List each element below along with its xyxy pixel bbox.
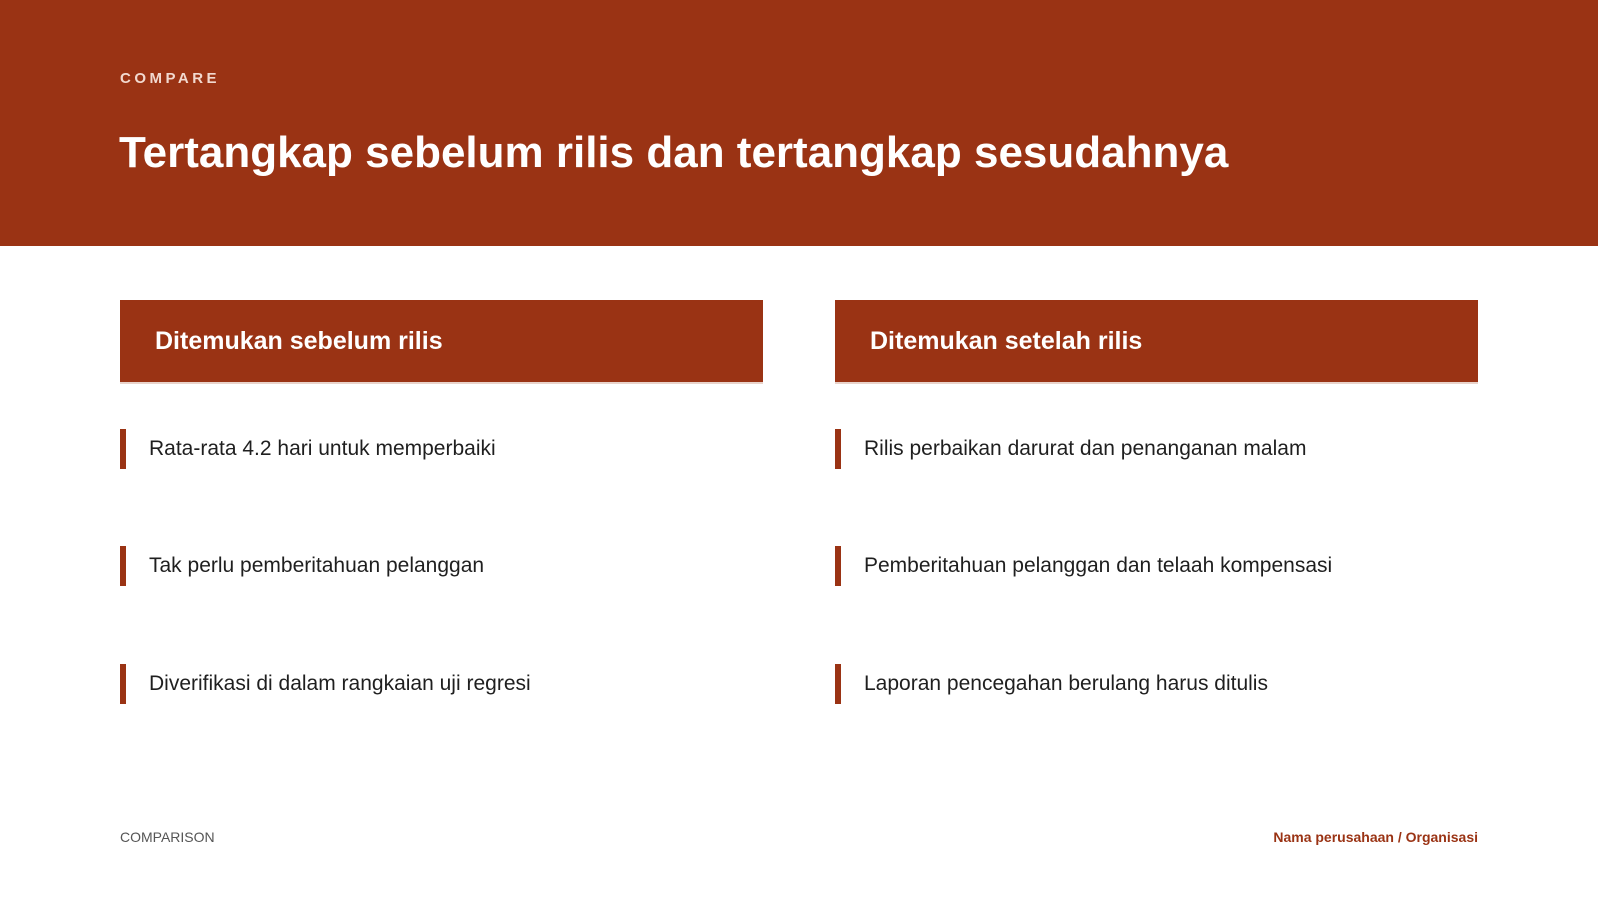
accent-bar bbox=[120, 664, 126, 704]
list-item-text: Tak perlu pemberitahuan pelanggan bbox=[149, 554, 485, 577]
list-item-text: Diverifikasi di dalam rangkaian uji regresi bbox=[149, 672, 531, 695]
header-band bbox=[0, 0, 1598, 246]
column-heading: Ditemukan setelah rilis bbox=[835, 300, 1478, 382]
list-item-text: Laporan pencegahan berulang harus ditulis bbox=[864, 672, 1268, 695]
footer-label: COMPARISON bbox=[120, 829, 215, 845]
list-item bbox=[835, 429, 1478, 469]
list-item bbox=[120, 429, 763, 469]
column-after-release bbox=[835, 300, 1478, 695]
slide-title: Tertangkap sebelum rilis dan tertangkap sesudahnya bbox=[119, 128, 1229, 177]
column-before-release bbox=[120, 300, 763, 695]
accent-bar bbox=[835, 664, 841, 704]
section-eyebrow: COMPARE bbox=[120, 70, 221, 87]
list-item-text: Rata-rata 4.2 hari untuk memperbaiki bbox=[149, 437, 496, 460]
accent-bar bbox=[120, 429, 126, 469]
list-item-text: Rilis perbaikan darurat dan penanganan malam bbox=[864, 437, 1307, 460]
accent-bar bbox=[835, 546, 841, 586]
list-item bbox=[835, 546, 1478, 586]
accent-bar bbox=[120, 546, 126, 586]
list-item bbox=[120, 664, 763, 704]
list-item-text: Pemberitahuan pelanggan dan telaah kompensasi bbox=[864, 554, 1333, 577]
column-heading: Ditemukan sebelum rilis bbox=[120, 300, 763, 382]
list-item bbox=[835, 664, 1478, 704]
list-item bbox=[120, 546, 763, 586]
accent-bar bbox=[835, 429, 841, 469]
footer-organization: Nama perusahaan / Organisasi bbox=[1273, 829, 1478, 845]
